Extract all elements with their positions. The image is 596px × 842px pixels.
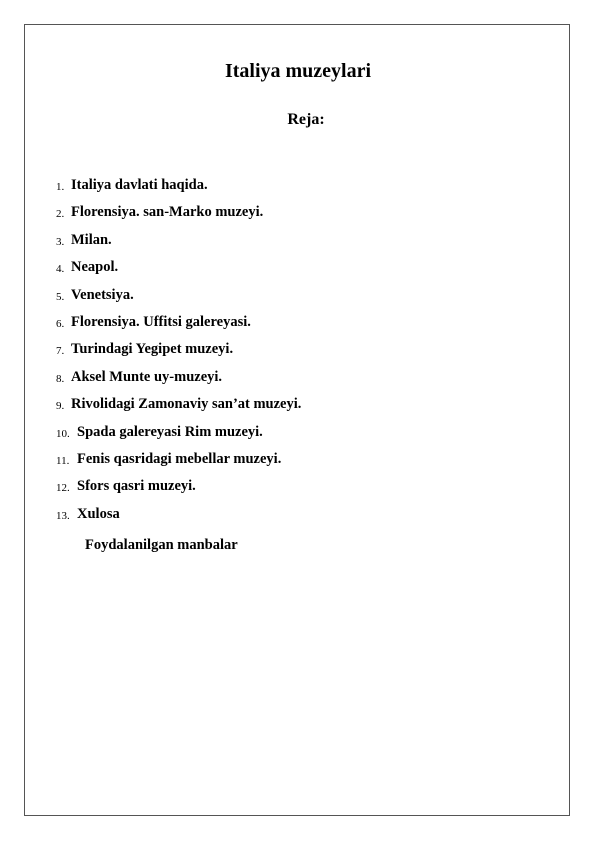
item-number: 6.: [56, 317, 65, 330]
list-item: [0, 449, 596, 476]
list-item: [0, 422, 596, 449]
item-number: 1.: [56, 181, 65, 193]
list-item: [0, 339, 596, 366]
list-item: [0, 202, 596, 229]
item-number: 13.: [56, 509, 70, 522]
list-item: [0, 312, 596, 339]
list-item: [0, 367, 596, 394]
item-text: Italiya davlati haqida.: [71, 177, 208, 193]
item-text: Florensiya. Uffitsi galereyasi.: [71, 313, 251, 330]
item-text: Aksel Munte uy-muzeyi.: [71, 368, 223, 385]
item-number: 3.: [56, 235, 65, 248]
item-number: 5.: [56, 290, 65, 303]
item-number: 12.: [56, 482, 70, 495]
item-text: Xulosa: [77, 505, 120, 522]
table-of-contents: [0, 175, 596, 531]
item-number: 4.: [56, 263, 65, 276]
list-item: [0, 175, 596, 202]
item-text: Fenis qasridagi mebellar muzeyi.: [77, 450, 282, 467]
document-title: Italiya muzeylari: [224, 60, 372, 82]
item-number: 9.: [56, 400, 65, 413]
item-text: Milan.: [71, 231, 112, 248]
item-number: 10.: [56, 427, 70, 440]
list-item: [0, 285, 596, 312]
references-label: Foydalanilgan manbalar: [85, 537, 238, 553]
item-text: Neapol.: [71, 259, 119, 276]
list-item: [0, 476, 596, 503]
item-text: Venetsiya.: [71, 286, 134, 303]
list-item: [0, 504, 596, 531]
list-item: [0, 257, 596, 284]
item-number: 11.: [56, 454, 70, 467]
plan-heading: Reja:: [287, 111, 325, 128]
list-item: [0, 230, 596, 257]
item-text: Rivolidagi Zamonaviy san’at muzeyi.: [71, 396, 302, 413]
list-item: [0, 394, 596, 421]
item-text: Turindagi Yegipet muzeyi.: [71, 341, 234, 358]
item-text: Sfors qasri muzeyi.: [77, 478, 196, 495]
item-number: 8.: [56, 372, 65, 385]
item-text: Florensiya. san-Marko muzeyi.: [71, 204, 264, 221]
item-number: 7.: [56, 345, 65, 358]
item-number: 2.: [56, 208, 65, 221]
item-text: Spada galereyasi Rim muzeyi.: [77, 423, 263, 440]
